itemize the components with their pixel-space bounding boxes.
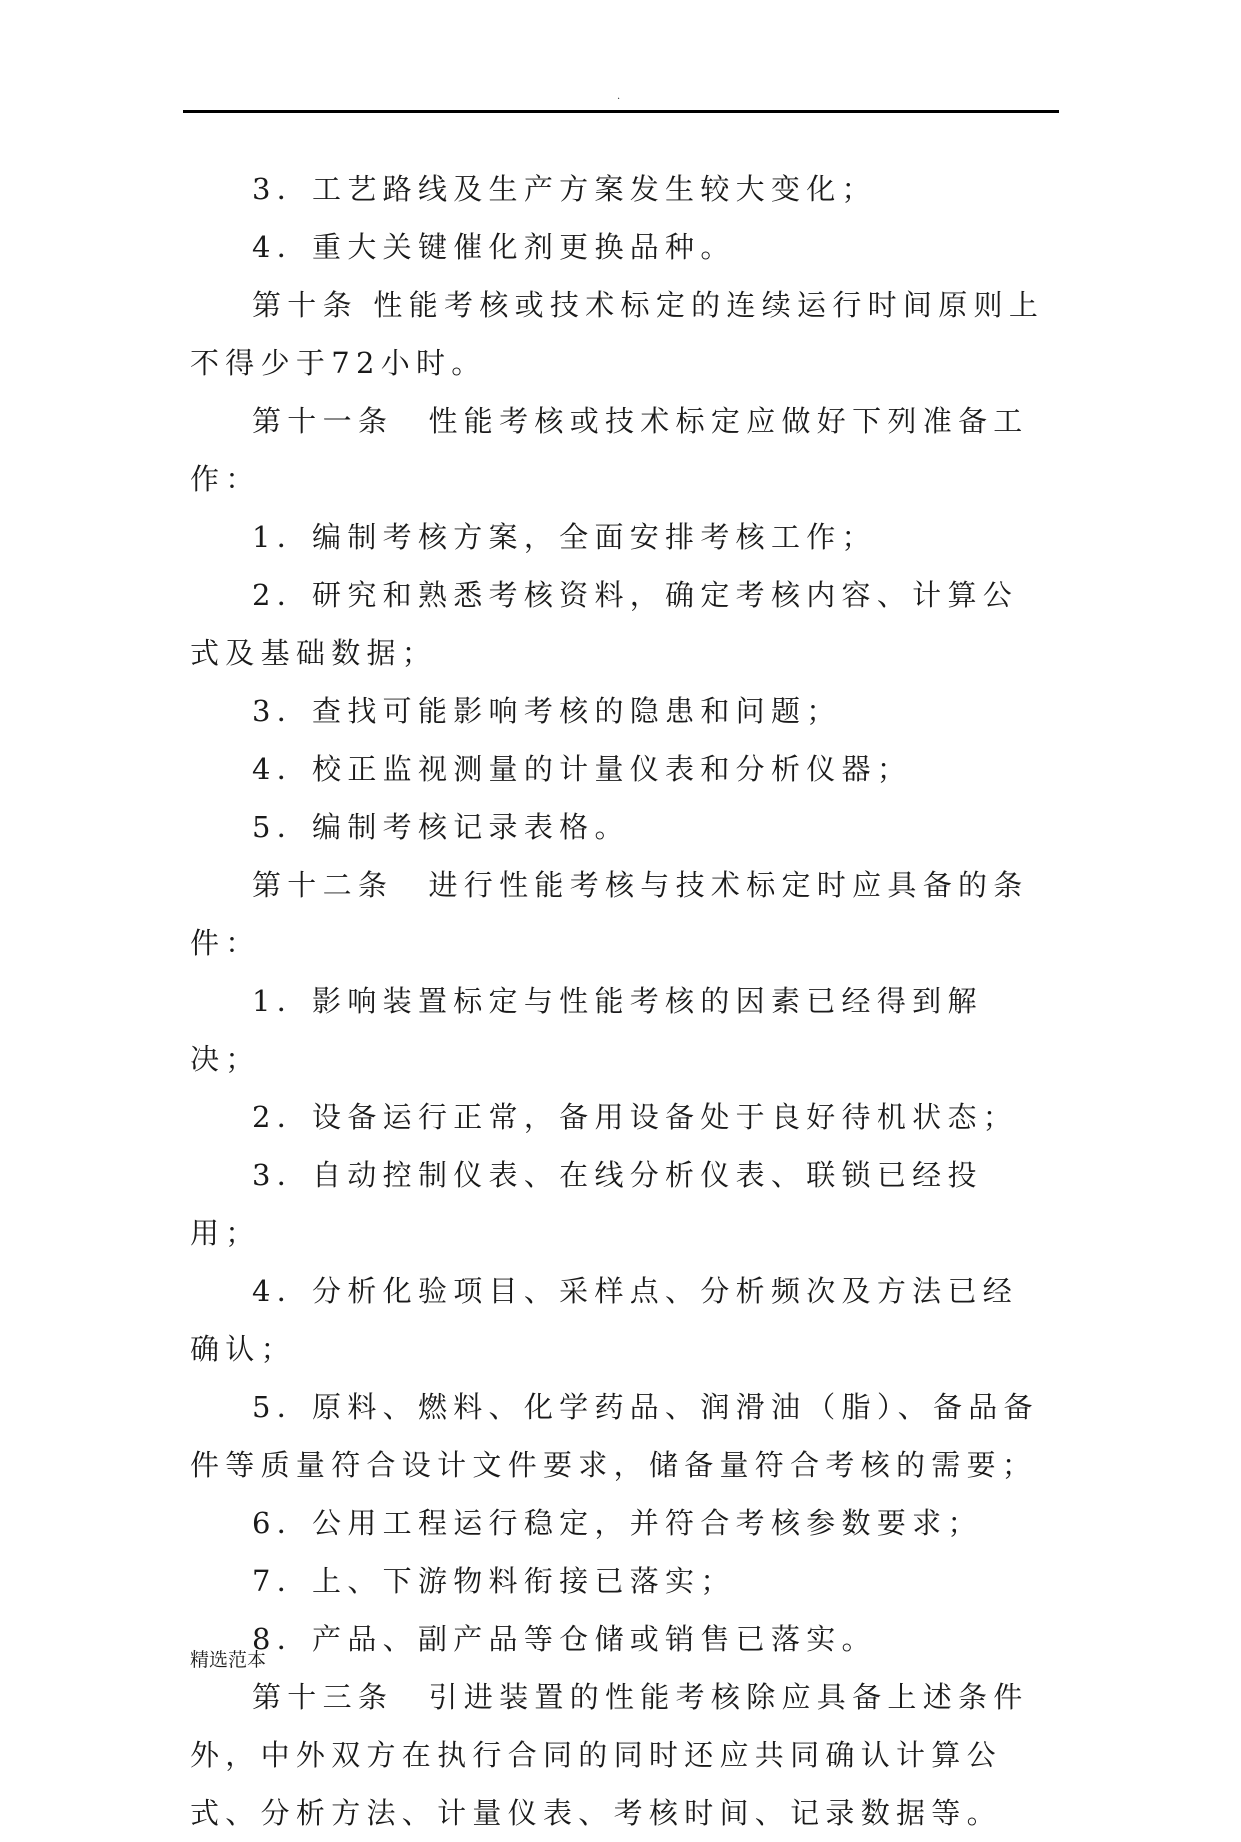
paragraph: 4．重大关键催化剂更换品种。 (252, 230, 736, 264)
paragraph: 3．查找可能影响考核的隐患和问题； (252, 694, 842, 728)
paragraph: 2．设备运行正常，备用设备处于良好待机状态； (252, 1100, 1019, 1134)
paragraph: 1．影响装置标定与性能考核的因素已经得到解决； (190, 984, 983, 1076)
paragraph: 5．原料、燃料、化学药品、润滑油（脂）、备品备件等质量符合设计文件要求，储备量符合考核的需要； (190, 1390, 1039, 1482)
document-body (190, 160, 1052, 1842)
paragraph: 8．产品、副产品等仓储或销售已落实。 (252, 1622, 877, 1656)
paragraph: 7．上、下游物料衔接已落实； (252, 1564, 736, 1598)
paragraph: 第十条 性能考核或技术标定的连续运行时间原则上不得少于72小时。 (190, 288, 1045, 380)
paragraph: 1．编制考核方案，全面安排考核工作； (252, 520, 877, 554)
paragraph: 4．分析化验项目、采样点、分析频次及方法已经确认； (190, 1274, 1019, 1366)
paragraph: 5．编制考核记录表格。 (252, 810, 630, 844)
paragraph: 6．公用工程运行稳定，并符合考核参数要求； (252, 1506, 983, 1540)
paragraph: 第十三条 引进装置的性能考核除应具备上述条件外，中外双方在执行合同的同时还应共同确认计算公式、分析方法、计量仪表、考核时间、记录数据等。 (190, 1680, 1029, 1830)
paragraph: 3．自动控制仪表、在线分析仪表、联锁已经投用； (190, 1158, 983, 1250)
paragraph: 第十二条 进行性能考核与技术标定时应具备的条件： (190, 868, 1029, 960)
header-mark: . (617, 91, 621, 102)
header-rule (183, 110, 1059, 113)
paragraph: 4．校正监视测量的计量仪表和分析仪器； (252, 752, 913, 786)
paragraph: 第十一条 性能考核或技术标定应做好下列准备工作： (190, 404, 1029, 496)
paragraph: 3．工艺路线及生产方案发生较大变化； (252, 172, 877, 206)
paragraph: 2．研究和熟悉考核资料，确定考核内容、计算公式及基础数据； (190, 578, 1019, 670)
footer-label: 精选范本 (190, 1649, 267, 1671)
